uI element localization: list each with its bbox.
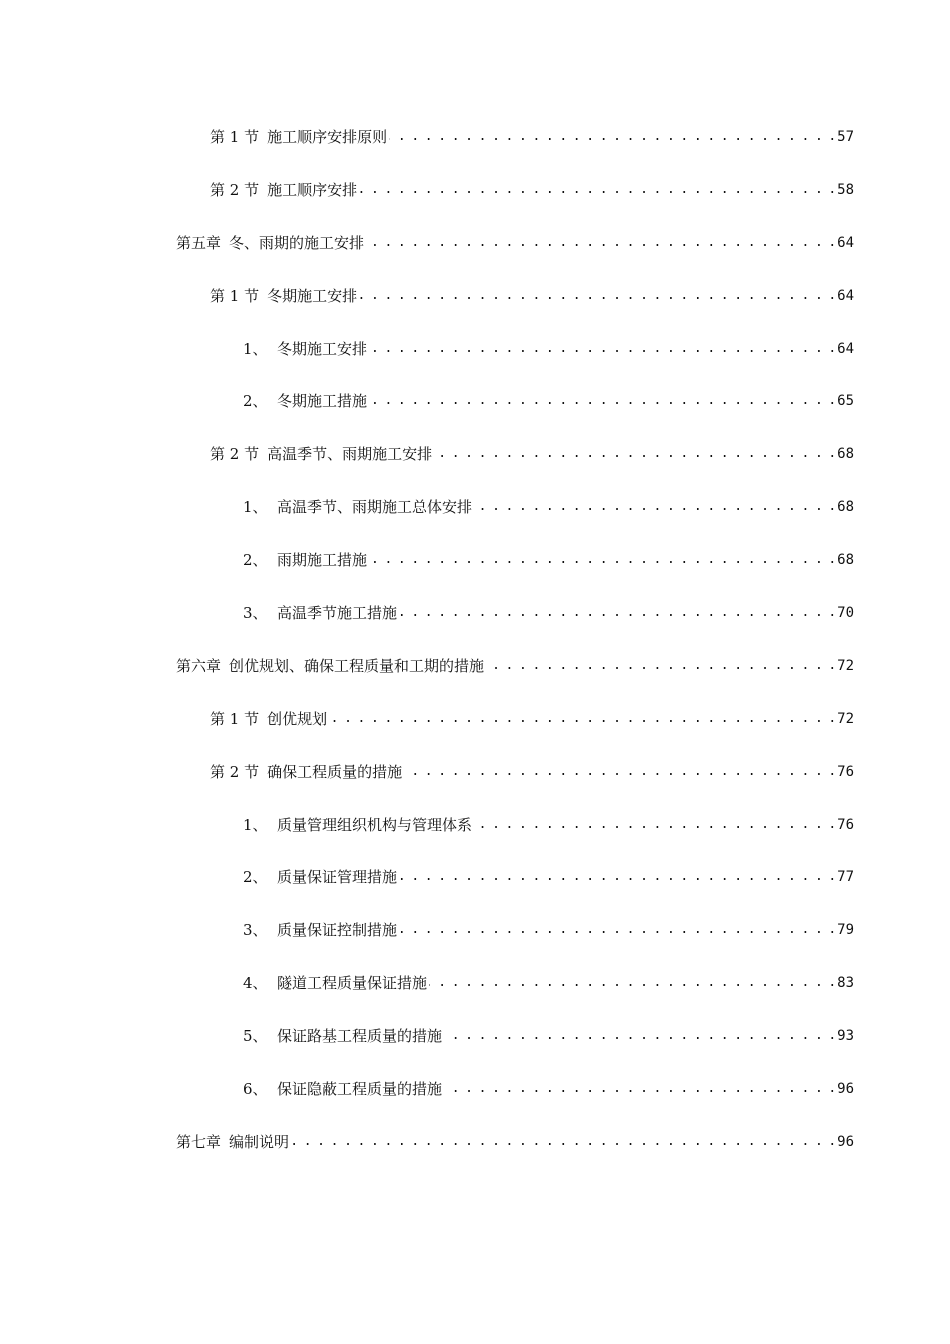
- toc-entry-number: 2、: [243, 868, 268, 887]
- toc-entry-title: 质量管理组织机构与管理体系: [277, 815, 473, 834]
- toc-entry[interactable]: [0, 124, 950, 177]
- toc-page-number: 96: [837, 1081, 854, 1098]
- toc-entry-title: 创优规划: [267, 709, 328, 728]
- toc-page-number: 72: [837, 657, 854, 674]
- toc-entry[interactable]: [0, 230, 950, 283]
- toc-entry-title: 冬期施工措施: [277, 392, 368, 411]
- toc-entry[interactable]: [0, 812, 950, 865]
- toc-line: [210, 283, 854, 309]
- toc-entry[interactable]: [0, 494, 950, 547]
- toc-dot-leader: [369, 388, 835, 414]
- toc-entry[interactable]: [0, 283, 950, 336]
- toc-entry-title: 冬、雨期的施工安排: [229, 233, 365, 252]
- toc-line: [243, 547, 854, 573]
- toc-dot-leader: [444, 1076, 835, 1102]
- toc-entry[interactable]: [0, 336, 950, 389]
- toc-entry[interactable]: [0, 1023, 950, 1076]
- toc-page-number: 96: [837, 1133, 854, 1150]
- toc-entry[interactable]: [0, 759, 950, 812]
- toc-page-number: 76: [837, 763, 854, 780]
- toc-page-number: 77: [837, 869, 854, 886]
- toc-entry-number: 2、: [243, 392, 268, 411]
- toc-dot-leader: [434, 441, 835, 467]
- toc-line: [176, 230, 854, 256]
- toc-dot-leader: [359, 177, 835, 203]
- toc-entry-title: 冬期施工安排: [277, 339, 368, 358]
- toc-entry-number: 4、: [243, 974, 268, 993]
- toc-entry-number: 第 1 节: [210, 286, 260, 305]
- toc-entry-title: 质量保证控制措施: [277, 921, 398, 940]
- toc-line: [243, 1023, 854, 1049]
- toc-line: [210, 124, 854, 150]
- toc-page-number: 65: [837, 393, 854, 410]
- toc-dot-leader: [474, 812, 835, 838]
- toc-page-number: 83: [837, 975, 854, 992]
- table-of-contents: [0, 124, 950, 1182]
- toc-entry-title: 雨期施工措施: [277, 551, 368, 570]
- toc-entry-title: 高温季节施工措施: [277, 604, 398, 623]
- toc-entry[interactable]: [0, 600, 950, 653]
- toc-dot-leader: [404, 759, 835, 785]
- toc-entry-title: 冬期施工安排: [267, 286, 358, 305]
- toc-dot-leader: [444, 1023, 835, 1049]
- toc-entry[interactable]: [0, 653, 950, 706]
- toc-entry-title: 隧道工程质量保证措施: [277, 974, 428, 993]
- toc-dot-leader: [399, 600, 835, 626]
- toc-page-number: 68: [837, 552, 854, 569]
- toc-entry-number: 3、: [243, 604, 268, 623]
- toc-entry[interactable]: [0, 864, 950, 917]
- toc-line: [210, 441, 854, 467]
- toc-entry-title: 高温季节、雨期施工总体安排: [277, 498, 473, 517]
- toc-page-number: 68: [837, 499, 854, 516]
- toc-line: [243, 917, 854, 943]
- toc-page-number: 76: [837, 816, 854, 833]
- toc-dot-leader: [429, 970, 835, 996]
- toc-entry-number: 第 1 节: [210, 128, 260, 146]
- toc-entry-title: 质量保证管理措施: [277, 868, 398, 887]
- toc-entry-title: 高温季节、雨期施工安排: [267, 445, 433, 464]
- toc-entry-number: 1、: [243, 339, 268, 358]
- toc-entry[interactable]: [0, 1076, 950, 1129]
- toc-entry-title: 施工顺序安排: [267, 180, 358, 199]
- toc-page-number: 70: [837, 605, 854, 622]
- toc-line: [210, 759, 854, 785]
- toc-line: [243, 388, 854, 414]
- toc-entry-title: 施工顺序安排原则: [267, 128, 388, 146]
- toc-entry-number: 2、: [243, 551, 268, 570]
- toc-line: [243, 600, 854, 626]
- toc-dot-leader: [329, 706, 835, 732]
- toc-entry-number: 3、: [243, 921, 268, 940]
- toc-dot-leader: [359, 283, 835, 309]
- toc-entry-number: 1、: [243, 815, 268, 834]
- toc-line: [210, 177, 854, 203]
- toc-entry-number: 第 2 节: [210, 445, 260, 464]
- toc-entry-number: 1、: [243, 498, 268, 517]
- toc-line: [243, 1076, 854, 1102]
- toc-entry-number: 第七章: [176, 1132, 222, 1151]
- toc-dot-leader: [474, 494, 835, 520]
- toc-page-number: 57: [837, 129, 854, 145]
- toc-dot-leader: [291, 1129, 835, 1155]
- toc-entry-number: 第 2 节: [210, 180, 260, 199]
- toc-entry[interactable]: [0, 388, 950, 441]
- toc-line: [243, 336, 854, 362]
- toc-page-number: 93: [837, 1028, 854, 1045]
- toc-entry[interactable]: [0, 917, 950, 970]
- toc-page-number: 64: [837, 287, 854, 304]
- toc-page-number: 64: [837, 234, 854, 251]
- toc-page-number: 79: [837, 922, 854, 939]
- toc-entry-title: 保证隐蔽工程质量的措施: [277, 1080, 443, 1099]
- toc-entry[interactable]: [0, 970, 950, 1023]
- toc-line: [176, 653, 854, 679]
- toc-dot-leader: [389, 124, 835, 150]
- toc-dot-leader: [369, 336, 835, 362]
- toc-dot-leader: [399, 917, 835, 943]
- toc-entry[interactable]: [0, 547, 950, 600]
- toc-page-number: 58: [837, 181, 854, 198]
- toc-entry[interactable]: [0, 1129, 950, 1182]
- toc-dot-leader: [399, 864, 835, 890]
- toc-entry-title: 确保工程质量的措施: [267, 762, 403, 781]
- toc-entry-number: 第 2 节: [210, 762, 260, 781]
- toc-dot-leader: [369, 547, 835, 573]
- toc-line: [210, 706, 854, 732]
- toc-line: [243, 812, 854, 838]
- toc-entry-number: 6、: [243, 1080, 268, 1099]
- toc-entry-number: 5、: [243, 1027, 268, 1046]
- toc-line: [176, 1129, 854, 1155]
- toc-page-number: 72: [837, 710, 854, 727]
- toc-page-number: 68: [837, 446, 854, 463]
- toc-entry[interactable]: [0, 441, 950, 494]
- toc-entry-title: 创优规划、确保工程质量和工期的措施: [229, 656, 485, 675]
- toc-entry-number: 第六章: [176, 656, 222, 675]
- toc-entry-title: 编制说明: [229, 1132, 290, 1151]
- toc-dot-leader: [366, 230, 835, 256]
- toc-entry-title: 保证路基工程质量的措施: [277, 1027, 443, 1046]
- toc-line: [243, 494, 854, 520]
- toc-entry-number: 第 1 节: [210, 709, 260, 728]
- toc-line: [243, 970, 854, 996]
- toc-page-number: 64: [837, 340, 854, 357]
- toc-dot-leader: [486, 653, 835, 679]
- toc-entry[interactable]: [0, 706, 950, 759]
- toc-entry[interactable]: [0, 177, 950, 230]
- toc-line: [243, 864, 854, 890]
- toc-entry-number: 第五章: [176, 233, 222, 252]
